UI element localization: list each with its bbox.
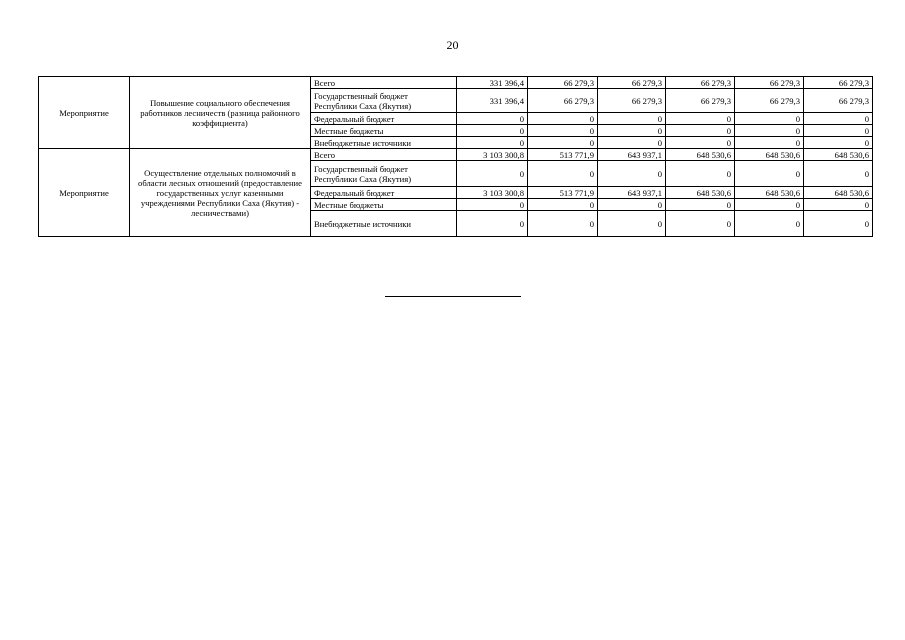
- value-cell: 66 279,3: [804, 89, 873, 113]
- value-cell: 3 103 300,8: [457, 149, 528, 161]
- value-cell: 0: [528, 211, 598, 237]
- value-cell: 66 279,3: [804, 77, 873, 89]
- value-cell: 66 279,3: [666, 89, 735, 113]
- value-cell: 513 771,9: [528, 187, 598, 199]
- activity-description-cell: Повышение социального обеспечения работников лесничеств (разница районного коэффициента): [130, 77, 311, 149]
- budget-table: [38, 76, 873, 237]
- value-cell: 0: [528, 137, 598, 149]
- value-cell: 0: [666, 137, 735, 149]
- value-cell: 0: [735, 161, 804, 187]
- value-cell: 0: [457, 125, 528, 137]
- value-cell: 331 396,4: [457, 89, 528, 113]
- value-cell: 0: [666, 199, 735, 211]
- value-cell: 331 396,4: [457, 77, 528, 89]
- funding-source-cell: Государственный бюджет Республики Саха (Якутия): [311, 161, 457, 187]
- activity-description-cell: Осуществление отдельных полномочий в области лесных отношений (предоставление государственных услуг казенными учреждениями Республики Саха (Якутия) - лесничествами): [130, 149, 311, 237]
- activity-type-cell: Мероприятие: [39, 149, 130, 237]
- activity-type-cell: Мероприятие: [39, 77, 130, 149]
- value-cell: 648 530,6: [804, 187, 873, 199]
- value-cell: 648 530,6: [804, 149, 873, 161]
- value-cell: 0: [598, 211, 666, 237]
- value-cell: 0: [666, 125, 735, 137]
- value-cell: 0: [804, 161, 873, 187]
- funding-source-cell: Государственный бюджет Республики Саха (Якутия): [311, 89, 457, 113]
- funding-source-cell: Внебюджетные источники: [311, 137, 457, 149]
- value-cell: 0: [804, 211, 873, 237]
- value-cell: 66 279,3: [598, 89, 666, 113]
- value-cell: 0: [457, 161, 528, 187]
- table-row: [39, 77, 873, 89]
- value-cell: 66 279,3: [666, 77, 735, 89]
- page-number: 20: [446, 38, 459, 52]
- value-cell: 66 279,3: [598, 77, 666, 89]
- value-cell: 648 530,6: [735, 187, 804, 199]
- funding-source-cell: Местные бюджеты: [311, 199, 457, 211]
- value-cell: 0: [528, 199, 598, 211]
- value-cell: 0: [528, 161, 598, 187]
- value-cell: 0: [804, 125, 873, 137]
- value-cell: 0: [666, 161, 735, 187]
- value-cell: 0: [598, 125, 666, 137]
- value-cell: 0: [457, 199, 528, 211]
- funding-source-cell: Всего: [311, 77, 457, 89]
- value-cell: 643 937,1: [598, 187, 666, 199]
- value-cell: 648 530,6: [666, 187, 735, 199]
- funding-source-cell: Федеральный бюджет: [311, 187, 457, 199]
- funding-source-cell: Местные бюджеты: [311, 125, 457, 137]
- value-cell: 0: [666, 211, 735, 237]
- value-cell: 3 103 300,8: [457, 187, 528, 199]
- value-cell: 648 530,6: [666, 149, 735, 161]
- value-cell: 0: [666, 113, 735, 125]
- value-cell: 0: [735, 125, 804, 137]
- value-cell: 0: [735, 211, 804, 237]
- value-cell: 648 530,6: [735, 149, 804, 161]
- value-cell: 0: [598, 137, 666, 149]
- separator-line: [385, 296, 521, 297]
- value-cell: 0: [528, 125, 598, 137]
- value-cell: 0: [804, 137, 873, 149]
- funding-source-cell: Федеральный бюджет: [311, 113, 457, 125]
- value-cell: 513 771,9: [528, 149, 598, 161]
- value-cell: 0: [457, 137, 528, 149]
- value-cell: 0: [457, 113, 528, 125]
- value-cell: 0: [598, 199, 666, 211]
- funding-source-cell: Всего: [311, 149, 457, 161]
- value-cell: 0: [457, 211, 528, 237]
- value-cell: 0: [804, 113, 873, 125]
- value-cell: 66 279,3: [735, 89, 804, 113]
- value-cell: 66 279,3: [735, 77, 804, 89]
- funding-source-cell: Внебюджетные источники: [311, 211, 457, 237]
- value-cell: 0: [735, 113, 804, 125]
- value-cell: 0: [735, 137, 804, 149]
- value-cell: 66 279,3: [528, 77, 598, 89]
- value-cell: 66 279,3: [528, 89, 598, 113]
- value-cell: 643 937,1: [598, 149, 666, 161]
- value-cell: 0: [528, 113, 598, 125]
- value-cell: 0: [598, 161, 666, 187]
- value-cell: 0: [804, 199, 873, 211]
- value-cell: 0: [735, 199, 804, 211]
- table-row: [39, 149, 873, 161]
- value-cell: 0: [598, 113, 666, 125]
